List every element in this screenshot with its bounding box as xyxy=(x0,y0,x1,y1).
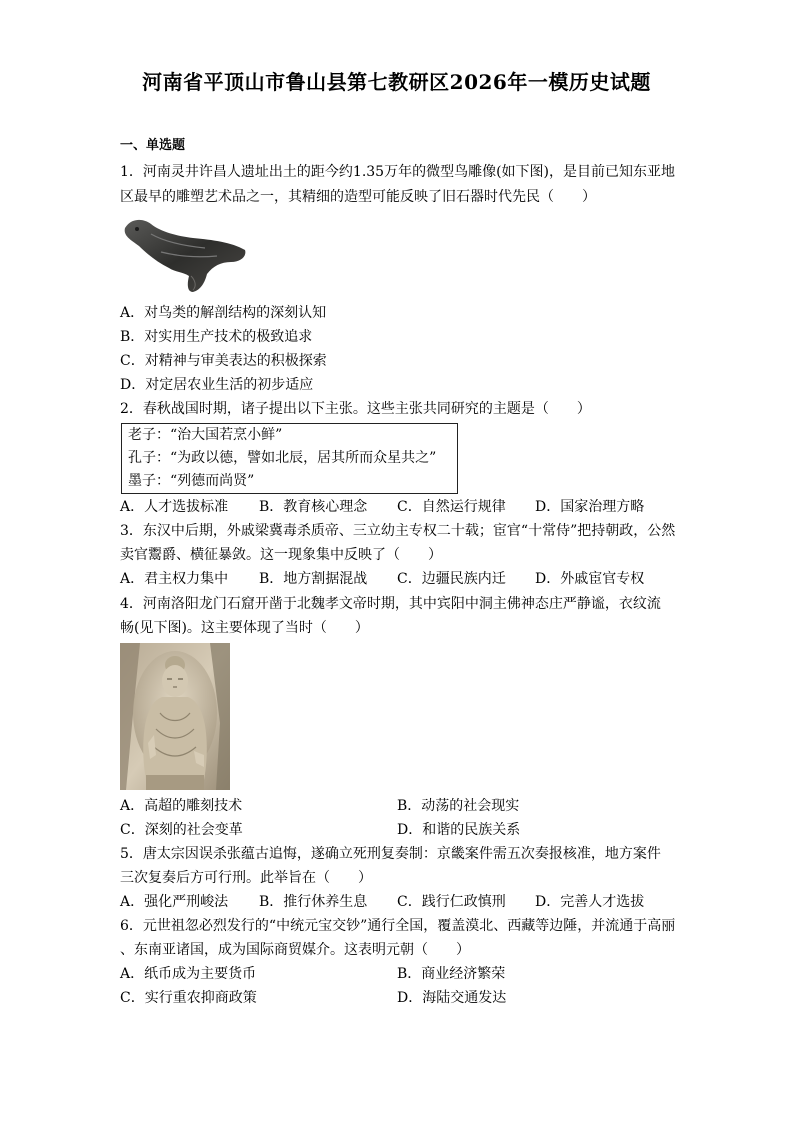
q5-stem-line: 5．唐太宗因误杀张蕴古追悔，遂确立死刑复奏制：京畿案件需五次奏报核准，地方案件 xyxy=(120,846,661,862)
longmen-buddha-image xyxy=(120,643,230,790)
q4-option-d: D．和谐的民族关系 xyxy=(397,822,521,838)
q2-quote-kongzi: 孔子：“为政以德，譬如北辰，居其所而众星共之” xyxy=(128,450,437,466)
q6-stem-line: 、东南亚诸国，成为国际商贸媒介。这表明元朝（ ） xyxy=(120,942,470,958)
page-title: 河南省平顶山市鲁山县第七教研区2026年一模历史试题 xyxy=(142,70,651,94)
q2-quote-box xyxy=(121,423,458,494)
q5-option-a: A．强化严刑峻法 xyxy=(120,894,229,910)
q3-stem-line: 卖官鬻爵、横征暴敛。这一现象集中反映了（ ） xyxy=(120,547,442,563)
q6-stem-line: 6．元世祖忽必烈发行的“中统元宝交钞”通行全国，覆盖漠北、西藏等边陲，并流通于高丽 xyxy=(120,918,676,934)
q5-option-d: D．完善人才选拔 xyxy=(535,894,645,910)
q4-option-a: A．高超的雕刻技术 xyxy=(120,798,243,814)
q2-stem-line: 2．春秋战国时期，诸子提出以下主张。这些主张共同研究的主题是（ ） xyxy=(120,401,591,417)
q5-option-b: B．推行休养生息 xyxy=(259,894,368,910)
q3-option-c: C．边疆民族内迁 xyxy=(397,571,506,587)
q2-quote-mozi: 墨子：“列德而尚贤” xyxy=(128,473,255,489)
q5-stem-line: 三次复奏后方可行刑。此举旨在（ ） xyxy=(120,870,372,886)
q2-option-c: C．自然运行规律 xyxy=(397,499,506,515)
q6-option-a: A．纸币成为主要货币 xyxy=(120,966,257,982)
q3-option-b: B．地方割据混战 xyxy=(259,571,368,587)
bird-figurine-image xyxy=(121,214,249,294)
q6-option-d: D．海陆交通发达 xyxy=(397,990,507,1006)
q1-option-d: D．对定居农业生活的初步适应 xyxy=(120,377,314,393)
q4-option-c: C．深刻的社会变革 xyxy=(120,822,243,838)
q4-stem-line: 4．河南洛阳龙门石窟开凿于北魏孝文帝时期，其中宾阳中洞主佛神态庄严静谧，衣纹流 xyxy=(120,596,661,612)
q1-option-a: A．对鸟类的解剖结构的深刻认知 xyxy=(120,305,327,321)
q4-option-b: B．动荡的社会现实 xyxy=(397,798,520,814)
q1-option-c: C．对精神与审美表达的积极探索 xyxy=(120,353,327,369)
q3-option-d: D．外戚宦官专权 xyxy=(535,571,645,587)
q2-option-d: D．国家治理方略 xyxy=(535,499,645,515)
q2-quote-laozi: 老子：“治大国若烹小鲜” xyxy=(128,427,283,443)
q5-option-c: C．践行仁政慎刑 xyxy=(397,894,506,910)
q6-option-c: C．实行重农抑商政策 xyxy=(120,990,257,1006)
q2-option-b: B．教育核心理念 xyxy=(259,499,368,515)
q4-stem-line: 畅(见下图)。这主要体现了当时（ ） xyxy=(120,620,369,636)
section-heading: 一、单选题 xyxy=(120,138,186,153)
q1-stem-line: 1．河南灵井许昌人遗址出土的距今约1.35万年的微型鸟雕像(如下图)，是目前已知东亚地 xyxy=(120,164,676,180)
q2-option-a: A．人才选拔标准 xyxy=(120,499,229,515)
q1-stem-line: 区最早的雕塑艺术品之一，其精细的造型可能反映了旧石器时代先民（ ） xyxy=(120,189,596,205)
q1-option-b: B．对实用生产技术的极致追求 xyxy=(120,329,313,345)
q6-option-b: B．商业经济繁荣 xyxy=(397,966,506,982)
q3-stem-line: 3．东汉中后期，外戚梁冀毒杀质帝、三立幼主专权二十载；宦官“十常侍”把持朝政，公然 xyxy=(120,523,676,539)
q3-option-a: A．君主权力集中 xyxy=(120,571,229,587)
